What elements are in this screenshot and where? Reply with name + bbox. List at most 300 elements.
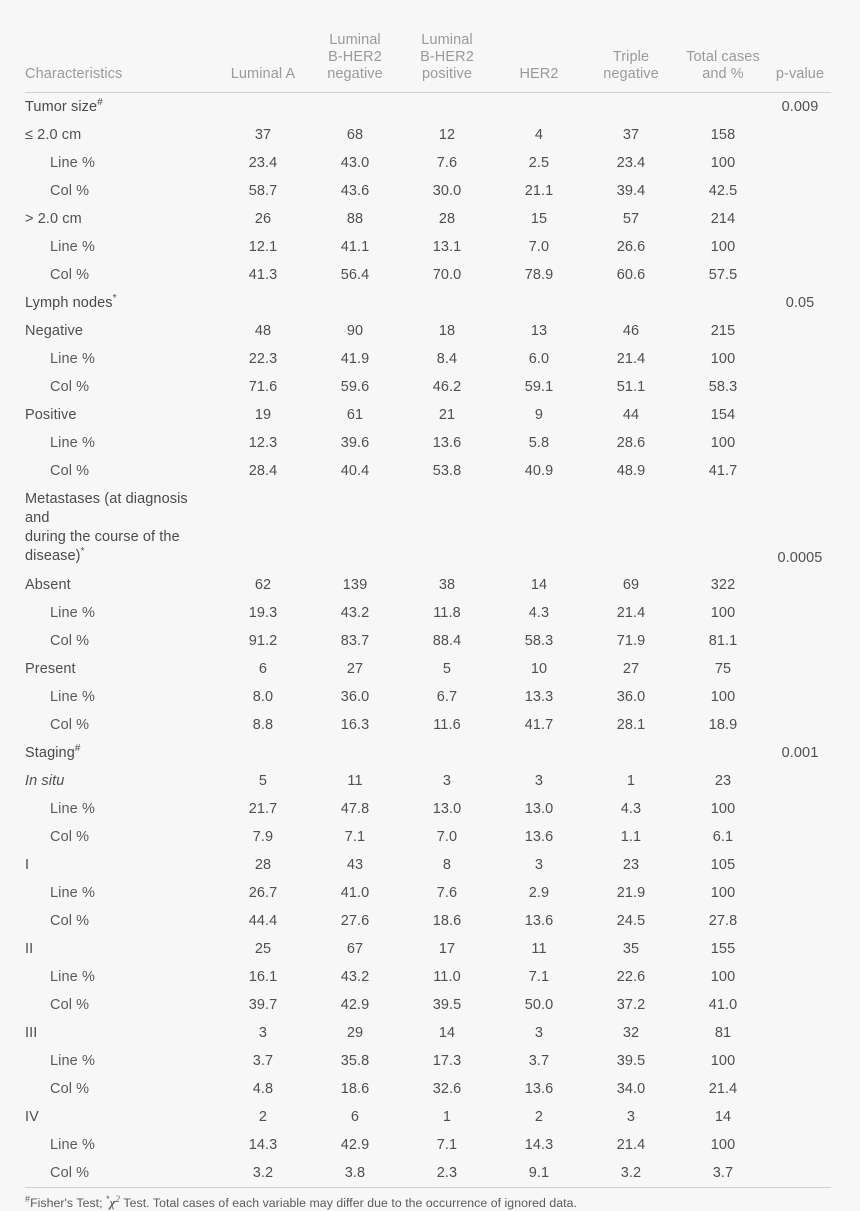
table-row <box>25 795 831 823</box>
cell-value: 9.1 <box>493 1159 585 1188</box>
table-row <box>25 851 831 879</box>
row-sub-label: Line % <box>25 963 217 991</box>
cell-value: 38 <box>401 571 493 599</box>
cell-value: 12 <box>401 121 493 149</box>
row-sub-label: Col % <box>25 261 217 289</box>
cell-p-value <box>769 429 831 457</box>
table-row <box>25 373 831 401</box>
cell-value: 2.9 <box>493 879 585 907</box>
cell-value: 13.3 <box>493 683 585 711</box>
cell-value: 34.0 <box>585 1075 677 1103</box>
row-sub-label: Col % <box>25 907 217 935</box>
column-header-p-value: p-value <box>769 32 831 93</box>
cell-value: 4 <box>493 121 585 149</box>
column-header-luminal-a: Luminal A <box>217 32 309 93</box>
row-sub-label: Col % <box>25 457 217 485</box>
table-group-row <box>25 485 831 571</box>
column-header-her2: HER2 <box>493 32 585 93</box>
cell-p-value <box>769 655 831 683</box>
table-row <box>25 121 831 149</box>
table-row <box>25 991 831 1019</box>
cell-value: 155 <box>677 935 769 963</box>
cell-value: 6 <box>217 655 309 683</box>
cell-value: 48.9 <box>585 457 677 485</box>
cell-value: 7.1 <box>309 823 401 851</box>
cell-value: 71.9 <box>585 627 677 655</box>
cell-value: 2 <box>493 1103 585 1131</box>
footnote-row <box>25 1188 831 1211</box>
header-line-3: positive <box>422 66 472 82</box>
cell-value: 13 <box>493 317 585 345</box>
table-row <box>25 627 831 655</box>
cell-value: 100 <box>677 879 769 907</box>
cell-value: 19.3 <box>217 599 309 627</box>
table-row <box>25 963 831 991</box>
cell-value: 7.6 <box>401 879 493 907</box>
row-category-label: Present <box>25 655 217 683</box>
cell-p-value <box>769 571 831 599</box>
cell-p-value: 0.0005 <box>769 485 831 571</box>
cell-value: 40.9 <box>493 457 585 485</box>
cell-value: 18.6 <box>401 907 493 935</box>
cell-value: 16.1 <box>217 963 309 991</box>
cell-value <box>493 93 585 122</box>
cell-value: 21.1 <box>493 177 585 205</box>
row-sub-label: Col % <box>25 711 217 739</box>
cell-value: 11.6 <box>401 711 493 739</box>
cell-value: 100 <box>677 1047 769 1075</box>
cell-value: 39.5 <box>585 1047 677 1075</box>
cell-value: 14 <box>401 1019 493 1047</box>
table-row <box>25 683 831 711</box>
cell-value: 6 <box>309 1103 401 1131</box>
cell-value: 16.3 <box>309 711 401 739</box>
cell-value: 14 <box>677 1103 769 1131</box>
cell-value: 100 <box>677 795 769 823</box>
row-category-label: > 2.0 cm <box>25 205 217 233</box>
cell-value: 27 <box>585 655 677 683</box>
cell-value: 13.0 <box>493 795 585 823</box>
cell-value: 3 <box>217 1019 309 1047</box>
cell-value: 37 <box>585 121 677 149</box>
cell-value: 43.2 <box>309 963 401 991</box>
cell-value: 215 <box>677 317 769 345</box>
row-sub-label: Col % <box>25 991 217 1019</box>
cell-p-value <box>769 627 831 655</box>
cell-value: 7.0 <box>401 823 493 851</box>
row-category-label: ≤ 2.0 cm <box>25 121 217 149</box>
footnote-marker-asterisk: * <box>106 1194 110 1204</box>
cell-value: 90 <box>309 317 401 345</box>
cell-p-value <box>769 121 831 149</box>
cell-value <box>217 93 309 122</box>
row-sub-label: Line % <box>25 683 217 711</box>
cell-value: 17.3 <box>401 1047 493 1075</box>
cell-value: 43.2 <box>309 599 401 627</box>
table-row <box>25 177 831 205</box>
row-sub-label: Col % <box>25 1159 217 1188</box>
cell-p-value: 0.05 <box>769 289 831 317</box>
cell-value: 139 <box>309 571 401 599</box>
cell-value: 4.3 <box>493 599 585 627</box>
cell-value: 11.8 <box>401 599 493 627</box>
cell-value <box>493 739 585 767</box>
cell-p-value: 0.001 <box>769 739 831 767</box>
cell-value: 46 <box>585 317 677 345</box>
cell-value: 11 <box>493 935 585 963</box>
row-group-label <box>25 739 217 767</box>
row-category-label: Absent <box>25 571 217 599</box>
cell-value: 3.7 <box>217 1047 309 1075</box>
cell-value: 39.4 <box>585 177 677 205</box>
cell-value <box>309 485 401 571</box>
cell-value: 36.0 <box>585 683 677 711</box>
table-row <box>25 317 831 345</box>
cell-value: 81.1 <box>677 627 769 655</box>
cell-value: 47.8 <box>309 795 401 823</box>
cell-value: 100 <box>677 683 769 711</box>
column-header-luminal-b-her2-negative <box>309 32 401 93</box>
cell-value: 1 <box>585 767 677 795</box>
cell-p-value <box>769 457 831 485</box>
cell-p-value <box>769 963 831 991</box>
cell-value: 4.8 <box>217 1075 309 1103</box>
cell-value: 7.9 <box>217 823 309 851</box>
row-sub-label: Line % <box>25 599 217 627</box>
molecular-subtype-statistics-table <box>25 32 831 1211</box>
cell-value: 3 <box>493 767 585 795</box>
cell-value <box>677 739 769 767</box>
cell-value: 214 <box>677 205 769 233</box>
cell-value: 11.0 <box>401 963 493 991</box>
row-category-label: In situ <box>25 767 217 795</box>
cell-value: 25 <box>217 935 309 963</box>
cell-value: 71.6 <box>217 373 309 401</box>
cell-value: 43.0 <box>309 149 401 177</box>
table-group-row <box>25 739 831 767</box>
row-label-line-2: during the course of the disease) <box>25 529 180 564</box>
cell-value: 18.9 <box>677 711 769 739</box>
cell-value: 2.3 <box>401 1159 493 1188</box>
cell-p-value <box>769 205 831 233</box>
cell-value: 21.4 <box>585 1131 677 1159</box>
row-sub-label: Line % <box>25 795 217 823</box>
cell-value: 14 <box>493 571 585 599</box>
cell-value: 39.7 <box>217 991 309 1019</box>
cell-value: 43 <box>309 851 401 879</box>
cell-value: 105 <box>677 851 769 879</box>
cell-value: 18 <box>401 317 493 345</box>
footnote-text <box>25 1196 831 1211</box>
row-sub-label: Line % <box>25 345 217 373</box>
table-row <box>25 879 831 907</box>
cell-value: 3.7 <box>677 1159 769 1188</box>
row-footnote-marker: * <box>81 546 85 557</box>
row-category-label: Negative <box>25 317 217 345</box>
cell-value: 19 <box>217 401 309 429</box>
cell-value: 12.1 <box>217 233 309 261</box>
cell-value: 42.9 <box>309 1131 401 1159</box>
cell-value: 13.6 <box>401 429 493 457</box>
row-category-label: II <box>25 935 217 963</box>
cell-value: 2 <box>217 1103 309 1131</box>
row-sub-label: Col % <box>25 627 217 655</box>
cell-value: 12.3 <box>217 429 309 457</box>
table-row <box>25 233 831 261</box>
cell-p-value <box>769 1047 831 1075</box>
cell-value: 21 <box>401 401 493 429</box>
table-row <box>25 401 831 429</box>
cell-p-value <box>769 991 831 1019</box>
cell-value: 22.3 <box>217 345 309 373</box>
cell-value: 91.2 <box>217 627 309 655</box>
cell-value: 3.8 <box>309 1159 401 1188</box>
cell-value: 28.1 <box>585 711 677 739</box>
table-row <box>25 457 831 485</box>
header-line-2: B-HER2 <box>420 49 474 65</box>
cell-value: 23 <box>677 767 769 795</box>
cell-value: 35.8 <box>309 1047 401 1075</box>
column-header-characteristics: Characteristics <box>25 32 217 93</box>
cell-value: 8.8 <box>217 711 309 739</box>
cell-value: 22.6 <box>585 963 677 991</box>
cell-value: 15 <box>493 205 585 233</box>
header-line-2: B-HER2 <box>328 49 382 65</box>
cell-value: 43.6 <box>309 177 401 205</box>
cell-p-value <box>769 711 831 739</box>
row-group-label <box>25 485 217 571</box>
cell-value: 88 <box>309 205 401 233</box>
table-row <box>25 599 831 627</box>
row-group-label <box>25 289 217 317</box>
cell-p-value <box>769 1159 831 1188</box>
cell-value: 13.6 <box>493 823 585 851</box>
cell-value: 27 <box>309 655 401 683</box>
table-row <box>25 907 831 935</box>
cell-value: 30.0 <box>401 177 493 205</box>
cell-value: 78.9 <box>493 261 585 289</box>
cell-p-value <box>769 599 831 627</box>
cell-value: 41.0 <box>677 991 769 1019</box>
cell-value: 1.1 <box>585 823 677 851</box>
cell-value: 32.6 <box>401 1075 493 1103</box>
cell-value: 1 <box>401 1103 493 1131</box>
cell-value: 21.4 <box>677 1075 769 1103</box>
cell-value: 81 <box>677 1019 769 1047</box>
cell-value <box>677 93 769 122</box>
cell-value: 68 <box>309 121 401 149</box>
cell-value <box>401 93 493 122</box>
cell-value: 5.8 <box>493 429 585 457</box>
cell-value <box>493 485 585 571</box>
cell-value: 3 <box>585 1103 677 1131</box>
cell-value: 7.6 <box>401 149 493 177</box>
cell-value: 100 <box>677 1131 769 1159</box>
table-row <box>25 429 831 457</box>
row-footnote-marker: * <box>113 293 117 304</box>
cell-value: 70.0 <box>401 261 493 289</box>
cell-value <box>585 289 677 317</box>
cell-value: 39.6 <box>309 429 401 457</box>
table-row <box>25 1019 831 1047</box>
cell-value: 17 <box>401 935 493 963</box>
header-line-3: negative <box>327 66 383 82</box>
cell-value: 57.5 <box>677 261 769 289</box>
row-sub-label: Col % <box>25 1075 217 1103</box>
cell-value: 41.1 <box>309 233 401 261</box>
cell-value: 3 <box>493 1019 585 1047</box>
cell-value: 13.1 <box>401 233 493 261</box>
cell-value <box>585 485 677 571</box>
cell-value: 21.7 <box>217 795 309 823</box>
row-sub-label: Line % <box>25 429 217 457</box>
cell-value: 27.8 <box>677 907 769 935</box>
cell-value: 154 <box>677 401 769 429</box>
row-category-label: Positive <box>25 401 217 429</box>
cell-value <box>401 289 493 317</box>
cell-value: 32 <box>585 1019 677 1047</box>
cell-value: 21.9 <box>585 879 677 907</box>
cell-p-value <box>769 879 831 907</box>
cell-value: 6.7 <box>401 683 493 711</box>
cell-value: 51.1 <box>585 373 677 401</box>
cell-value <box>401 485 493 571</box>
cell-value <box>217 739 309 767</box>
cell-value: 27.6 <box>309 907 401 935</box>
cell-value: 24.5 <box>585 907 677 935</box>
chi-exponent: 2 <box>115 1194 120 1204</box>
header-row <box>25 32 831 93</box>
table-group-row <box>25 93 831 122</box>
cell-p-value <box>769 795 831 823</box>
table-body <box>25 93 831 1188</box>
cell-value: 41.9 <box>309 345 401 373</box>
cell-p-value <box>769 1019 831 1047</box>
table-row <box>25 767 831 795</box>
cell-value: 7.1 <box>401 1131 493 1159</box>
cell-value <box>677 485 769 571</box>
cell-value: 10 <box>493 655 585 683</box>
cell-value: 3 <box>493 851 585 879</box>
header-line-1: Total cases <box>686 49 760 65</box>
cell-value: 7.1 <box>493 963 585 991</box>
cell-value: 322 <box>677 571 769 599</box>
row-group-label <box>25 93 217 122</box>
cell-value <box>401 739 493 767</box>
cell-p-value <box>769 823 831 851</box>
header-line-1: Luminal <box>329 32 380 48</box>
row-label-line-1: Metastases (at diagnosis and <box>25 491 188 526</box>
cell-value: 18.6 <box>309 1075 401 1103</box>
cell-value: 14.3 <box>493 1131 585 1159</box>
header-line-1: Triple <box>613 49 649 65</box>
cell-value: 100 <box>677 149 769 177</box>
row-label-text: Lymph nodes <box>25 295 113 311</box>
row-sub-label: Line % <box>25 879 217 907</box>
table-row <box>25 1075 831 1103</box>
cell-value: 41.0 <box>309 879 401 907</box>
cell-value: 5 <box>401 655 493 683</box>
cell-value: 59.6 <box>309 373 401 401</box>
footnote-marker-hash: # <box>25 1194 30 1204</box>
cell-value: 28.6 <box>585 429 677 457</box>
row-sub-label: Col % <box>25 373 217 401</box>
cell-value: 7.0 <box>493 233 585 261</box>
table-header <box>25 32 831 93</box>
cell-value <box>493 289 585 317</box>
cell-p-value: 0.009 <box>769 93 831 122</box>
cell-p-value <box>769 317 831 345</box>
footnote-cell <box>25 1188 831 1211</box>
cell-value: 42.9 <box>309 991 401 1019</box>
cell-value: 58.7 <box>217 177 309 205</box>
cell-value: 6.0 <box>493 345 585 373</box>
header-line-2: negative <box>603 66 659 82</box>
cell-p-value <box>769 233 831 261</box>
cell-value: 41.7 <box>493 711 585 739</box>
cell-value: 41.7 <box>677 457 769 485</box>
row-sub-label: Line % <box>25 1131 217 1159</box>
row-sub-label: Col % <box>25 823 217 851</box>
cell-value: 21.4 <box>585 599 677 627</box>
row-sub-label: Line % <box>25 233 217 261</box>
cell-p-value <box>769 1075 831 1103</box>
table-row <box>25 1103 831 1131</box>
cell-value: 100 <box>677 963 769 991</box>
cell-value: 23.4 <box>217 149 309 177</box>
header-line-2: and % <box>702 66 744 82</box>
table-row <box>25 823 831 851</box>
table-row <box>25 655 831 683</box>
row-sub-label: Line % <box>25 149 217 177</box>
row-category-label: IV <box>25 1103 217 1131</box>
cell-value: 37 <box>217 121 309 149</box>
cell-value <box>677 289 769 317</box>
row-footnote-marker: # <box>75 743 81 754</box>
cell-value: 3.2 <box>585 1159 677 1188</box>
column-header-triple-negative <box>585 32 677 93</box>
cell-p-value <box>769 935 831 963</box>
cell-value: 9 <box>493 401 585 429</box>
cell-value: 56.4 <box>309 261 401 289</box>
cell-value <box>217 289 309 317</box>
row-label-text: Tumor size <box>25 99 97 115</box>
cell-value <box>585 739 677 767</box>
cell-value: 158 <box>677 121 769 149</box>
cell-value: 11 <box>309 767 401 795</box>
cell-value: 44.4 <box>217 907 309 935</box>
cell-value: 29 <box>309 1019 401 1047</box>
cell-value: 100 <box>677 345 769 373</box>
row-label-text: Staging <box>25 745 75 761</box>
cell-p-value <box>769 907 831 935</box>
cell-value: 37.2 <box>585 991 677 1019</box>
table-row <box>25 1159 831 1188</box>
cell-value: 41.3 <box>217 261 309 289</box>
table-row <box>25 1131 831 1159</box>
chi-symbol <box>110 1196 120 1210</box>
cell-value: 48 <box>217 317 309 345</box>
cell-value: 6.1 <box>677 823 769 851</box>
cell-value: 36.0 <box>309 683 401 711</box>
chi-glyph: χ <box>110 1196 116 1210</box>
cell-value: 3.7 <box>493 1047 585 1075</box>
cell-value: 57 <box>585 205 677 233</box>
cell-value: 83.7 <box>309 627 401 655</box>
column-header-luminal-b-her2-positive <box>401 32 493 93</box>
table-row <box>25 205 831 233</box>
header-line-1: Luminal <box>421 32 472 48</box>
